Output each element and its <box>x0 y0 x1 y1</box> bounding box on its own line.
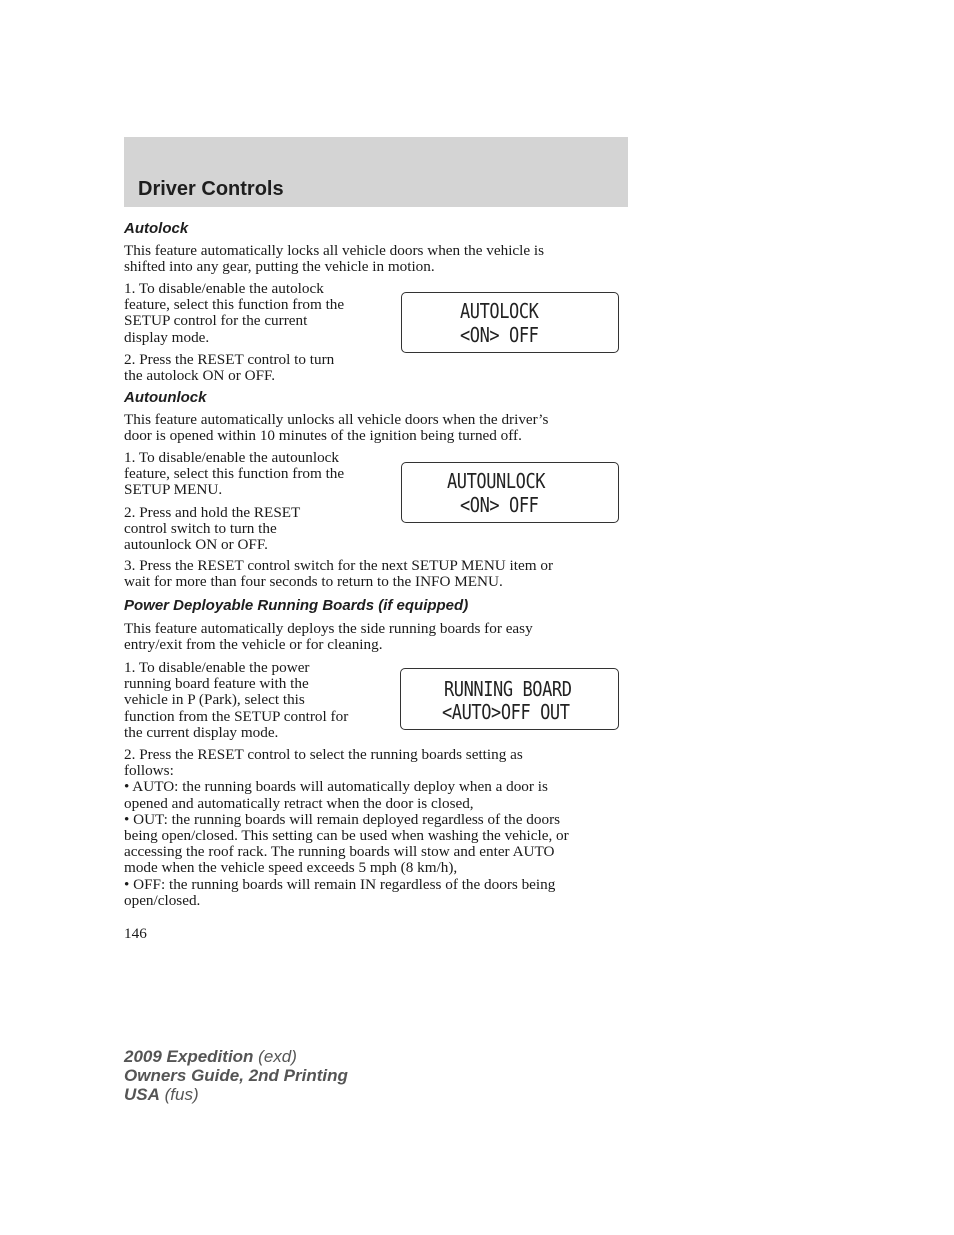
display-line: <AUTO>OFF OUT <box>442 700 570 724</box>
text-line: entry/exit from the vehicle or for cleaning. <box>124 636 383 654</box>
text-line: SETUP MENU. <box>124 481 223 499</box>
footer-line-1 <box>124 1047 348 1066</box>
footer-model: 2009 Expedition <box>124 1047 254 1066</box>
text-line: function from the SETUP control for <box>124 707 349 725</box>
autolock-intro <box>124 243 644 275</box>
text-line: • AUTO: the running boards will automatically deploy when a door is <box>124 778 548 796</box>
autounlock-step-2 <box>124 505 394 554</box>
footer-market-code: (fus) <box>159 1085 199 1104</box>
footer-printing: Owners Guide, 2nd Printing <box>124 1066 348 1085</box>
section-header-bar <box>124 137 628 207</box>
text-line: wait for more than four seconds to return to the INFO MENU. <box>124 573 503 591</box>
text-line: 2. Press the RESET control to select the running boards setting as <box>124 746 523 763</box>
text-line: display mode. <box>124 328 210 346</box>
footer-model-code: (exd) <box>253 1047 297 1066</box>
footer-imprint <box>124 1047 348 1104</box>
text-line: This feature automatically deploys the side running boards for easy <box>124 620 533 637</box>
text-line: 3. Press the RESET control switch for the next SETUP MENU item or <box>124 557 554 574</box>
autolock-step-1 <box>124 281 394 346</box>
text-line: being open/closed. This setting can be used when washing the vehicle, or <box>124 827 569 845</box>
text-line: follows: <box>124 762 174 780</box>
autounlock-intro <box>124 412 644 444</box>
footer-line-2 <box>124 1066 348 1085</box>
running-board-display <box>400 668 619 730</box>
display-line: AUTOLOCK <box>460 299 539 323</box>
page-number: 146 <box>124 925 147 942</box>
autounlock-heading: Autounlock <box>124 389 207 406</box>
text-line: 1. To disable/enable the autounlock <box>124 449 340 466</box>
autounlock-step-3 <box>124 558 644 590</box>
running-boards-step-2 <box>124 747 644 909</box>
text-line: feature, select this function from the <box>124 465 345 483</box>
text-line: 2. Press the RESET control to turn <box>124 351 335 368</box>
text-line: the current display mode. <box>124 723 279 741</box>
text-line: 1. To disable/enable the autolock <box>124 280 324 297</box>
autounlock-display <box>401 462 619 523</box>
running-boards-step-1 <box>124 660 394 741</box>
text-line: This feature automatically locks all vehicle doors when the vehicle is <box>124 242 545 259</box>
text-line: the autolock ON or OFF. <box>124 367 276 385</box>
text-line: 2. Press and hold the RESET <box>124 504 301 521</box>
display-line: <ON> OFF <box>460 323 539 347</box>
display-line: AUTOUNLOCK <box>447 469 546 493</box>
text-line: • OFF: the running boards will remain IN regardless of the doors being <box>124 875 556 893</box>
text-line: accessing the roof rack. The running boards will stow and enter AUTO <box>124 843 555 861</box>
autounlock-step-1 <box>124 450 394 499</box>
footer-market: USA <box>124 1085 160 1104</box>
text-line: • OUT: the running boards will remain deployed regardless of the doors <box>124 810 561 828</box>
text-line: shifted into any gear, putting the vehicle in motion. <box>124 258 435 276</box>
running-boards-heading: Power Deployable Running Boards (if equipped) <box>124 597 469 614</box>
text-line: opened and automatically retract when the door is closed, <box>124 794 474 812</box>
text-line: autounlock ON or OFF. <box>124 536 268 554</box>
display-line: <ON> OFF <box>460 493 539 517</box>
autolock-display <box>401 292 619 353</box>
text-line: mode when the vehicle speed exceeds 5 mph (8 km/h), <box>124 859 458 877</box>
section-title: Driver Controls <box>138 178 284 200</box>
text-line: This feature automatically unlocks all vehicle doors when the driver’s <box>124 411 549 428</box>
text-line: open/closed. <box>124 891 201 909</box>
text-line: SETUP control for the current <box>124 312 308 330</box>
text-line: vehicle in P (Park), select this <box>124 691 305 709</box>
text-line: running board feature with the <box>124 675 309 693</box>
footer-line-3 <box>124 1085 348 1104</box>
text-line: door is opened within 10 minutes of the ignition being turned off. <box>124 427 522 445</box>
text-line: feature, select this function from the <box>124 296 345 314</box>
text-line: control switch to turn the <box>124 520 277 538</box>
display-line: RUNNING BOARD <box>444 677 572 701</box>
autolock-heading: Autolock <box>124 220 189 237</box>
running-boards-intro <box>124 621 644 653</box>
text-line: 1. To disable/enable the power <box>124 659 310 676</box>
autolock-step-2 <box>124 352 394 384</box>
